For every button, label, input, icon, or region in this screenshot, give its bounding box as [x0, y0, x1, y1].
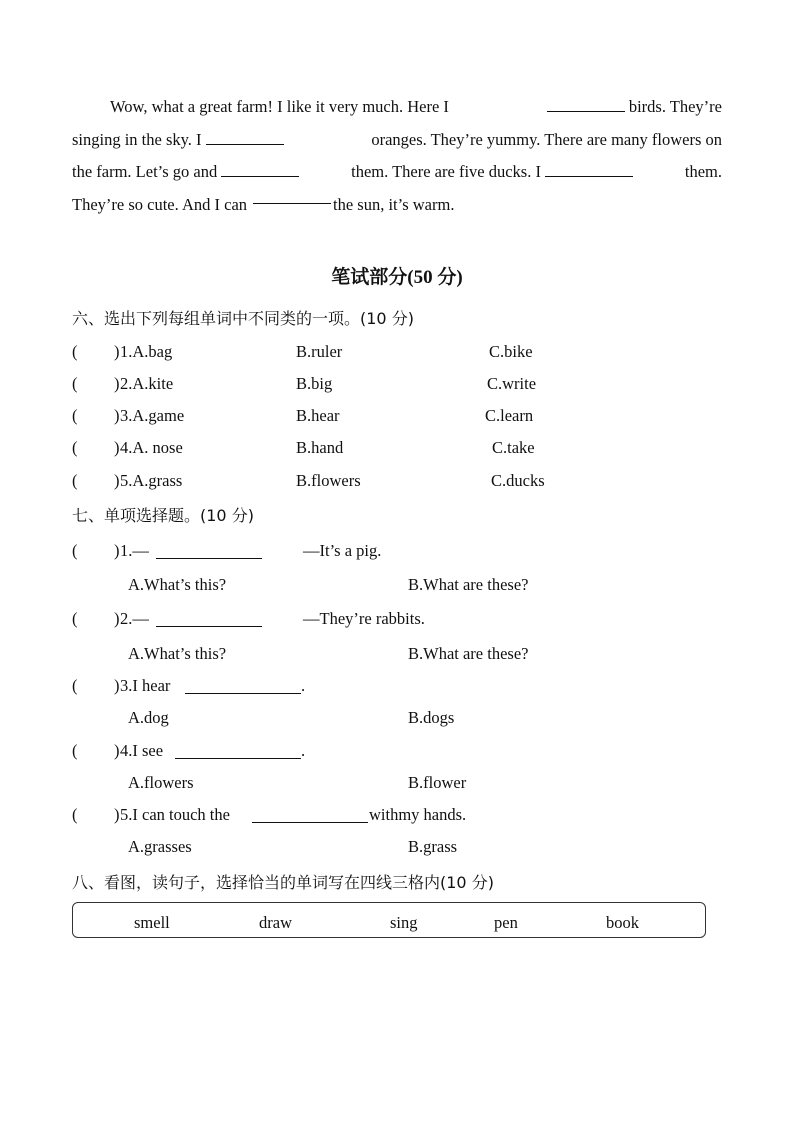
- question-reply: —They’re rabbits.: [303, 609, 425, 628]
- fill-blank[interactable]: [547, 97, 625, 112]
- passage-line-2: [72, 124, 722, 157]
- question-paren-close: ): [114, 741, 120, 760]
- fill-blank[interactable]: [206, 130, 284, 145]
- option-b: B.dogs: [408, 708, 455, 727]
- option-b: B.What are these?: [408, 644, 529, 663]
- option-b: B.big: [296, 374, 333, 393]
- section-7-heading: 七、单项选择题。(10 分): [72, 506, 254, 525]
- passage-text: Wow, what a great farm! I like it very much. Here I: [110, 97, 449, 116]
- fill-blank[interactable]: [253, 189, 331, 204]
- question-paren-close: ): [114, 805, 120, 824]
- word-bank-word: draw: [259, 913, 292, 932]
- passage-line-4: [72, 189, 722, 222]
- section-6-heading: 六、选出下列每组单词中不同类的一项。(10 分): [72, 309, 414, 328]
- option-a: ): [114, 342, 120, 361]
- written-part-title: 笔试部分(50 分): [331, 267, 463, 288]
- passage-text: birds. They’re: [628, 97, 722, 116]
- option-a: 5.A.grass: [120, 471, 183, 490]
- passage-line-3: [72, 156, 722, 189]
- question-end: .: [301, 676, 306, 695]
- passage-text: oranges. They’re yummy. There are many flowers on: [371, 129, 722, 149]
- answer-paren[interactable]: (: [72, 374, 78, 393]
- option-a: ): [114, 374, 120, 393]
- fill-blank[interactable]: [156, 612, 262, 627]
- answer-paren[interactable]: (: [72, 676, 78, 695]
- fill-blank[interactable]: [252, 808, 368, 823]
- option-c: C.learn: [485, 406, 534, 425]
- passage-text: They’re so cute. And I can: [72, 194, 248, 214]
- fill-blank[interactable]: [185, 679, 301, 694]
- fill-blank[interactable]: [545, 162, 633, 177]
- passage-text: singing in the sky. I: [72, 129, 202, 149]
- answer-paren[interactable]: (: [72, 741, 78, 760]
- option-a: 2.A.kite: [120, 374, 174, 393]
- listening-passage: [72, 91, 722, 221]
- passage-text: the farm. Let’s go and: [72, 162, 218, 181]
- question-stem: 3.I hear: [120, 676, 171, 695]
- passage-text: the sun, it’s warm.: [333, 194, 455, 214]
- fill-blank[interactable]: [156, 544, 262, 559]
- answer-paren[interactable]: (: [72, 406, 78, 425]
- answer-paren[interactable]: (: [72, 805, 78, 824]
- option-c: C.ducks: [491, 471, 545, 490]
- word-bank-word: sing: [390, 913, 418, 932]
- question-end: .: [301, 741, 306, 760]
- option-a: 4.A. nose: [120, 438, 183, 457]
- option-a: ): [114, 471, 120, 490]
- answer-paren[interactable]: (: [72, 609, 78, 628]
- option-a: A.dog: [128, 708, 169, 727]
- passage-text: them. There are five ducks. I: [351, 162, 541, 181]
- option-c: C.write: [487, 374, 537, 393]
- option-a: A.flowers: [128, 773, 194, 792]
- question-paren-close: ): [114, 609, 120, 628]
- option-a: ): [114, 406, 120, 425]
- section-8-heading: 八、看图，读句子，选择恰当的单词写在四线三格内(10 分): [72, 873, 494, 892]
- option-b: B.flowers: [296, 471, 361, 490]
- option-b: B.What are these?: [408, 575, 529, 594]
- option-b: B.flower: [408, 773, 467, 792]
- option-b: B.grass: [408, 837, 458, 856]
- word-bank-word: smell: [134, 913, 170, 932]
- question-end: withmy hands.: [369, 805, 467, 824]
- fill-blank[interactable]: [221, 162, 299, 177]
- answer-paren[interactable]: (: [72, 342, 78, 361]
- option-a: ): [114, 438, 120, 457]
- option-b: B.hear: [296, 406, 340, 425]
- option-a: A.grasses: [128, 837, 192, 856]
- option-a: 3.A.game: [120, 406, 185, 425]
- question-stem: 4.I see: [120, 741, 164, 760]
- option-c: C.bike: [489, 342, 533, 361]
- option-a: 1.A.bag: [120, 342, 173, 361]
- fill-blank[interactable]: [175, 744, 301, 759]
- answer-paren[interactable]: (: [72, 471, 78, 490]
- passage-text: them.: [684, 162, 722, 181]
- option-b: B.hand: [296, 438, 344, 457]
- option-a: A.What’s this?: [128, 644, 227, 663]
- option-a: A.What’s this?: [128, 575, 227, 594]
- word-bank-word: book: [606, 913, 639, 932]
- question-reply: —It’s a pig.: [303, 541, 382, 560]
- word-bank-word: pen: [494, 913, 518, 932]
- question-stem: 2.—: [120, 609, 149, 628]
- answer-paren[interactable]: (: [72, 438, 78, 457]
- question-stem: 1.—: [120, 541, 149, 560]
- option-c: C.take: [492, 438, 535, 457]
- option-b: B.ruler: [296, 342, 343, 361]
- question-paren-close: ): [114, 541, 120, 560]
- answer-paren[interactable]: (: [72, 541, 78, 560]
- question-paren-close: ): [114, 676, 120, 695]
- question-stem: 5.I can touch the: [120, 805, 230, 824]
- passage-line-1: [72, 91, 722, 124]
